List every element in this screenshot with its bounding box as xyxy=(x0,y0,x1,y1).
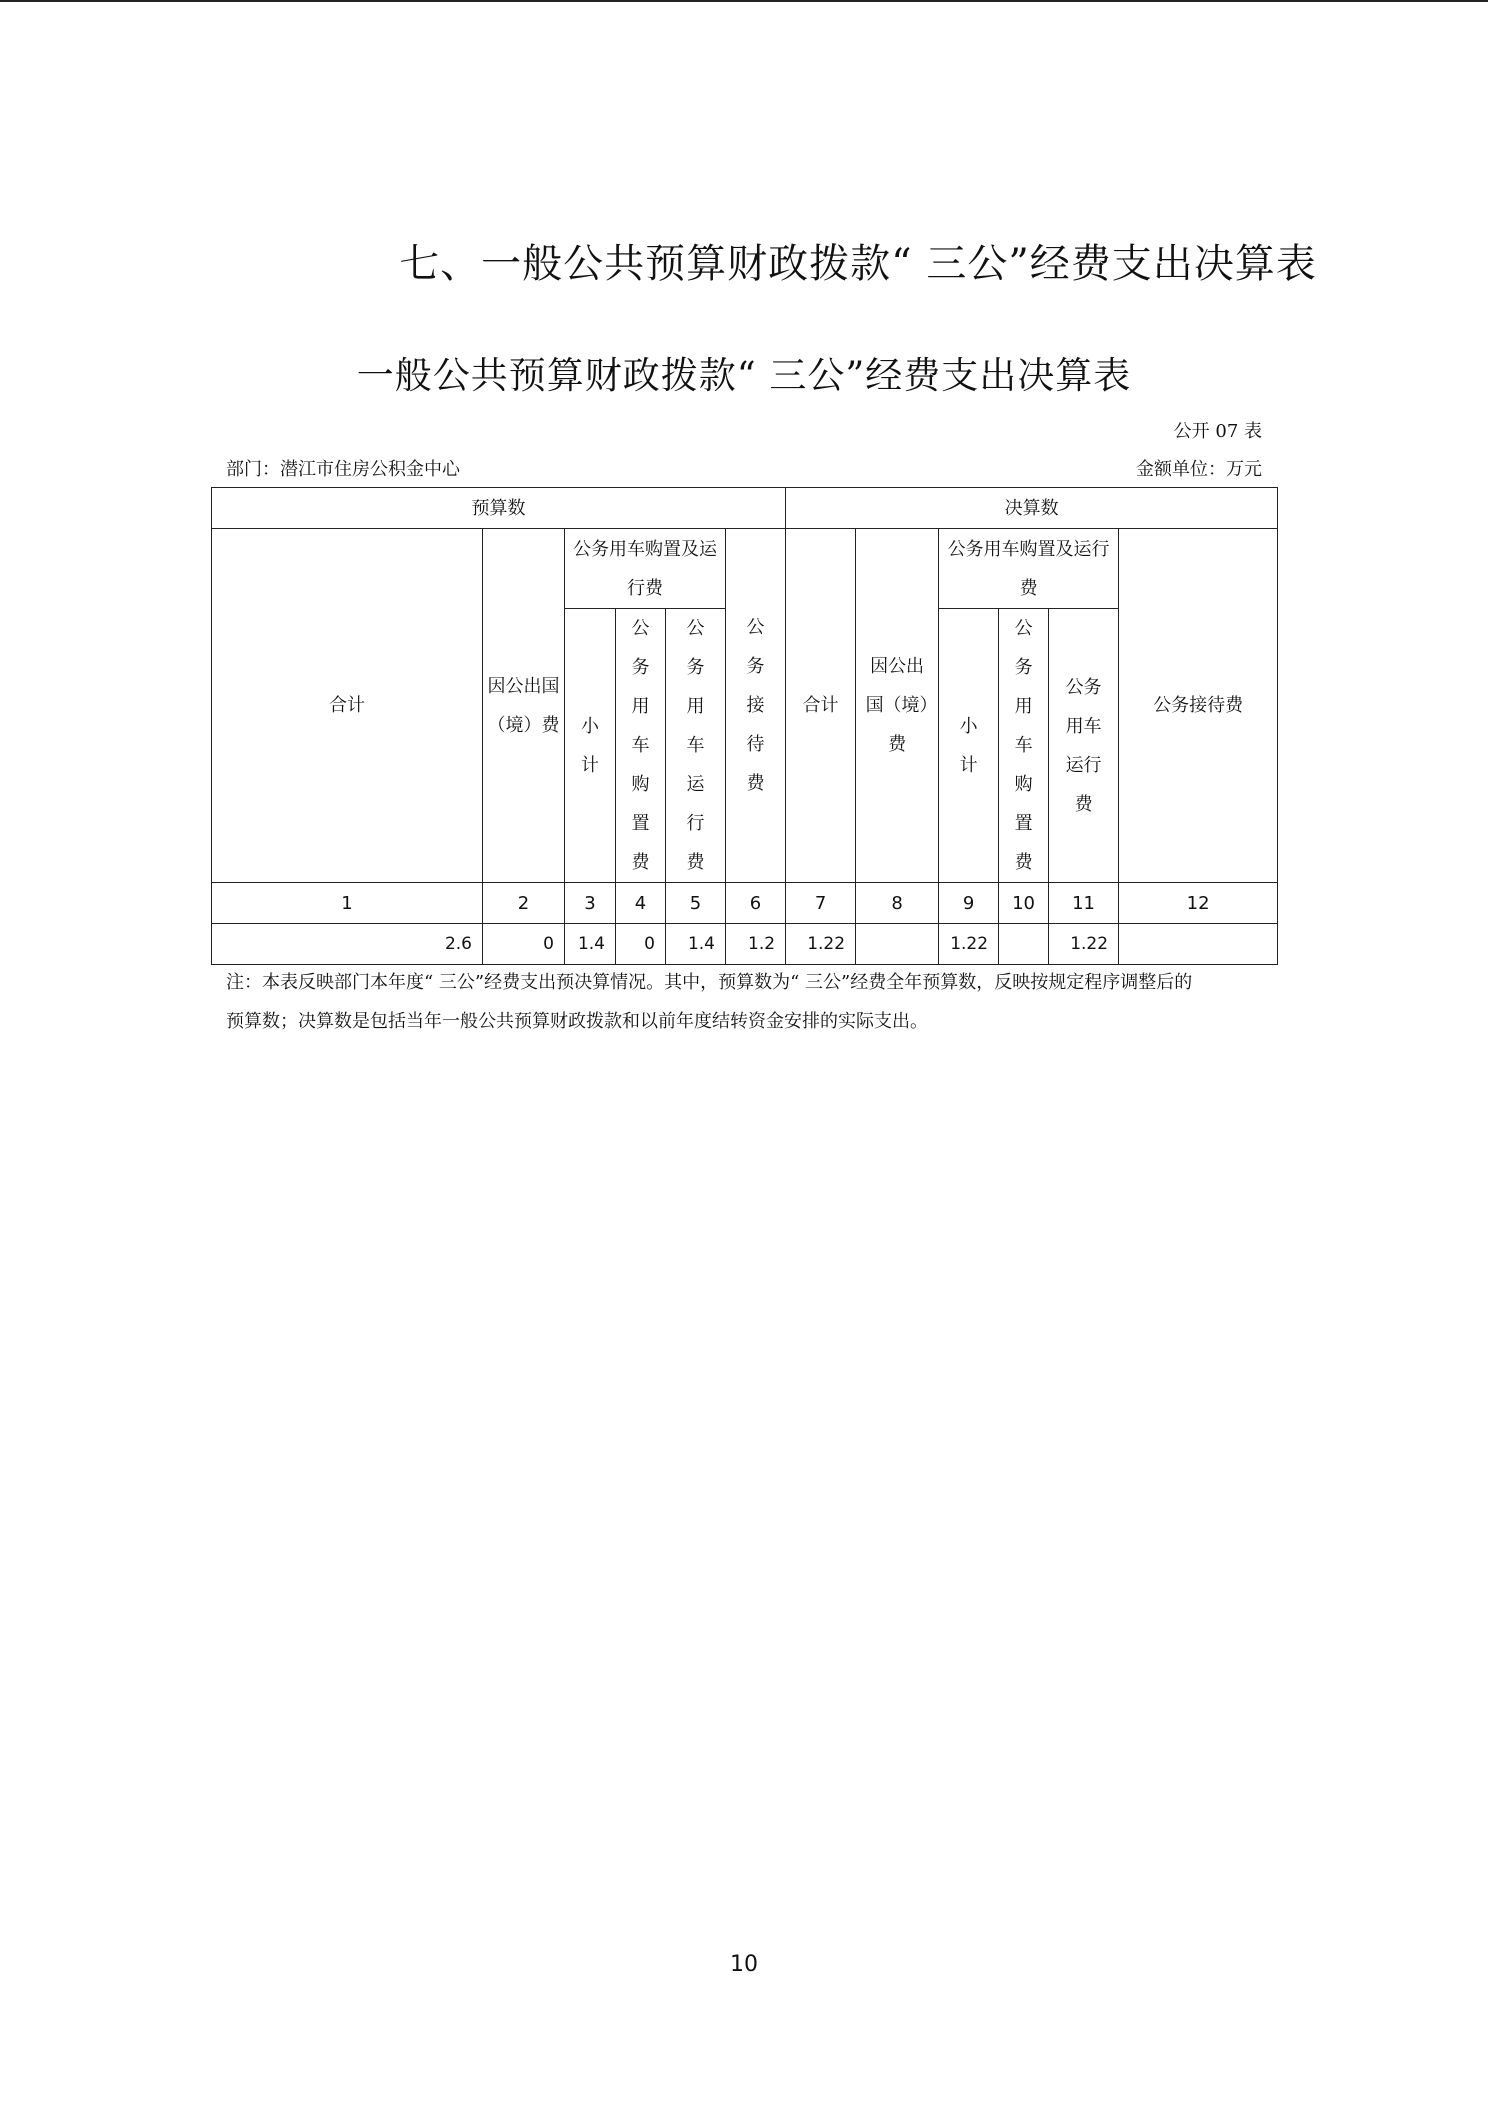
budget-car-group-label: 公务用车购置及运行费 xyxy=(573,538,717,599)
budget-car-running-label: 公务用车运行费 xyxy=(686,618,705,873)
budget-total-header: 合计 xyxy=(212,529,483,883)
column-number-row xyxy=(212,883,1278,924)
column-number: 7 xyxy=(786,883,856,924)
amount-unit-label: 金额单位：万元 xyxy=(1136,459,1262,480)
budget-car-subtotal-label: 小计 xyxy=(581,715,599,776)
budget-car-running-header xyxy=(666,609,726,883)
budget-reception-header xyxy=(726,529,786,883)
budget-group-header: 预算数 xyxy=(212,488,786,529)
column-number: 8 xyxy=(856,883,939,924)
value-cell: 1.4 xyxy=(565,924,616,965)
value-row xyxy=(212,924,1278,965)
value-cell xyxy=(1119,924,1278,965)
final-car-group-header xyxy=(939,529,1119,609)
column-number: 11 xyxy=(1049,883,1119,924)
budget-car-purchase-header xyxy=(616,609,666,883)
top-border-line xyxy=(0,0,1488,2)
column-number: 12 xyxy=(1119,883,1278,924)
value-cell xyxy=(999,924,1049,965)
column-number: 3 xyxy=(565,883,616,924)
column-number: 1 xyxy=(212,883,483,924)
final-car-purchase-label: 公务用车购置费 xyxy=(1014,618,1033,873)
page-number: 10 xyxy=(730,1952,758,1977)
final-car-subtotal-header xyxy=(939,609,999,883)
value-cell: 0 xyxy=(616,924,666,965)
final-abroad-header xyxy=(856,529,939,883)
value-cell: 1.22 xyxy=(1049,924,1119,965)
column-number: 2 xyxy=(483,883,565,924)
budget-reception-label: 公务接待费 xyxy=(746,617,765,794)
column-number: 5 xyxy=(666,883,726,924)
final-car-group-label: 公务用车购置及运行费 xyxy=(947,538,1110,599)
value-cell: 1.22 xyxy=(786,924,856,965)
column-number: 4 xyxy=(616,883,666,924)
budget-car-group-header xyxy=(565,529,726,609)
section-title: 七、一般公共预算财政拨款“ 三公”经费支出决算表 xyxy=(399,241,1317,287)
final-total-header: 合计 xyxy=(786,529,856,883)
final-car-running-header xyxy=(1049,609,1119,883)
note-line: 注：本表反映部门本年度“ 三公”经费支出预决算情况。其中，预算数为“ 三公”经费全年预算数，反映按规定程序调整后的 xyxy=(226,972,1193,993)
final-abroad-label: 因公出国（境）费 xyxy=(865,656,929,755)
table-title: 一般公共预算财政拨款“ 三公”经费支出决算表 xyxy=(356,354,1132,397)
budget-car-subtotal-header xyxy=(565,609,616,883)
column-number: 9 xyxy=(939,883,999,924)
final-car-purchase-header xyxy=(999,609,1049,883)
column-number: 10 xyxy=(999,883,1049,924)
value-cell xyxy=(856,924,939,965)
budget-abroad-label: 因公出国（境）费 xyxy=(487,675,560,736)
final-reception-header: 公务接待费 xyxy=(1119,529,1278,883)
budget-abroad-header xyxy=(483,529,565,883)
column-header-row-1 xyxy=(212,529,1278,609)
department-label: 部门：潜江市住房公积金中心 xyxy=(226,459,460,480)
final-group-header: 决算数 xyxy=(786,488,1278,529)
group-header-row xyxy=(212,488,1278,529)
column-number: 6 xyxy=(726,883,786,924)
final-car-running-label: 公务用车运行费 xyxy=(1065,676,1102,815)
table-note xyxy=(226,963,1266,1041)
budget-car-purchase-label: 公务用车购置费 xyxy=(631,618,650,873)
value-cell: 0 xyxy=(483,924,565,965)
three-public-expenses-table xyxy=(211,487,1278,965)
value-cell: 1.2 xyxy=(726,924,786,965)
table-code: 公开 07 表 xyxy=(1173,421,1262,442)
value-cell: 2.6 xyxy=(212,924,483,965)
note-line: 预算数；决算数是包括当年一般公共预算财政拨款和以前年度结转资金安排的实际支出。 xyxy=(226,1011,928,1032)
value-cell: 1.22 xyxy=(939,924,999,965)
final-car-subtotal-label: 小计 xyxy=(959,715,978,776)
value-cell: 1.4 xyxy=(666,924,726,965)
